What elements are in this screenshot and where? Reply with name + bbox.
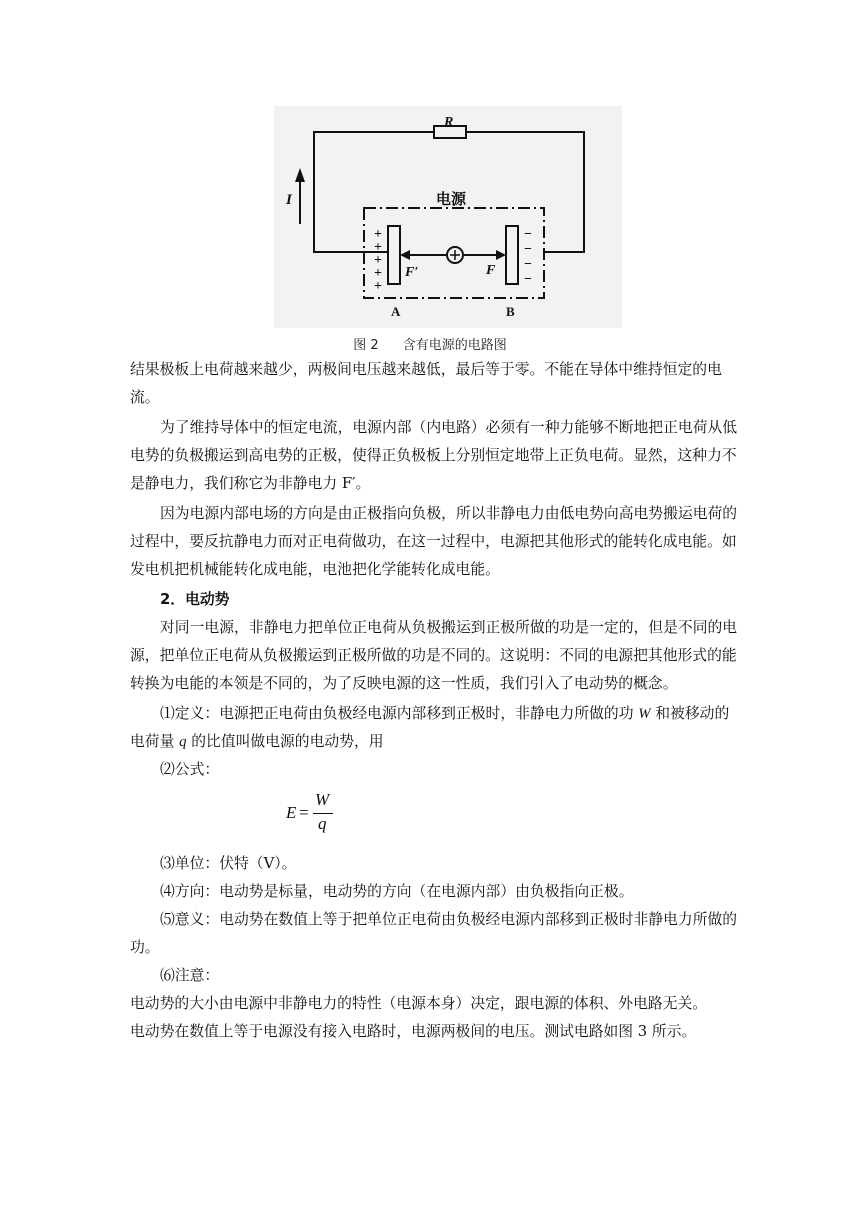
plate-a-label: A [391,304,401,319]
definition-text-c: 的比值叫做电源的电动势，用 [186,733,384,750]
formula-denominator: q [318,814,327,833]
paragraph-3: 因为电源内部电场的方向是由正极指向负极，所以非静电力由低电势向高电势搬运电荷的过程中，要反抗静电力而对正电荷做功，在这一过程中，电源把其他形式的能转化成电能。如发电机把机械能转化成电能，电池把化学能转化成电能。 [130,505,738,578]
definition-text-a: ⑴定义：电源把正电荷由负极经电源内部移到正极时，非静电力所做的功 [160,705,639,722]
section-heading: 2．电动势 [160,591,230,608]
figure-caption [0,334,860,353]
source-label: 电源 [436,190,467,208]
plus-sign: + [374,266,382,281]
paragraph-unit: ⑶单位：伏特（V）。 [160,855,297,872]
work-variable: W [638,706,651,722]
paragraph-note-label: ⑹注意： [160,967,220,984]
paragraph-1: 结果极板上电荷越来越少，两极间电压越来越低，最后等于零。不能在导体中维持恒定的电流。 [130,361,722,406]
current-label: I [286,192,292,208]
paragraph-formula-label: ⑵公式： [160,761,220,778]
plus-sign: + [374,227,382,242]
circuit-diagram [274,106,622,328]
plate-b [506,226,518,284]
force-left-label: F′ [405,265,419,280]
charge-variable: q [179,734,187,750]
paragraph-direction: ⑷方向：电动势是标量，电动势的方向（在电源内部）由负极指向正极。 [160,883,634,900]
caption-number: 图 2 [353,338,379,353]
plate-b-label: B [506,304,515,319]
caption-text: 含有电源的电路图 [402,338,507,353]
formula-numerator: W [315,790,330,809]
paragraph-4: 对同一电源，非静电力把单位正电荷从负极搬运到正极所做的功是一定的，但是不同的电源，把单位正电荷从负极搬运到正极所做的功是不同的。这说明：不同的电源把其他形式的能转换为电能的本领是不同的，为了反映电源的这一性质，我们引入了电动势的概念。 [130,619,738,692]
minus-sign: − [524,227,532,242]
paragraph-note-1: 电动势的大小由电源中非静电力的特性（电源本身）决定，跟电源的体积、外电路无关。 [130,995,708,1012]
definition-text-b: 和被移动的电荷量 [130,705,730,750]
circuit-figure [274,106,622,328]
plate-a [388,226,400,284]
minus-sign: − [524,242,532,257]
emf-formula [286,790,356,838]
resistor-label: R [444,115,454,130]
paragraph-meaning: ⑸意义：电动势在数值上等于把单位正电荷由负极经电源内部移到正极时非静电力所做的功。 [130,911,738,956]
formula-equals: = [299,803,309,822]
plus-sign: + [374,279,382,294]
paragraph-5 [130,700,740,756]
formula-lhs: E [286,803,297,822]
paragraph-note-2: 电动势在数值上等于电源没有接入电路时，电源两极间的电压。测试电路如图 3 所示。 [130,1023,697,1040]
plus-sign: + [374,253,382,268]
plus-sign: + [374,240,382,255]
force-right-label: F [486,263,496,278]
minus-sign: − [524,257,532,272]
minus-sign: − [524,272,532,287]
paragraph-2: 为了维持导体中的恒定电流，电源内部（内电路）必须有一种力能够不断地把正电荷从低电势的负极搬运到高电势的正极，使得正负极板上分别恒定地带上正负电荷。显然，这种力不是静电力，我们称它为非静电力 F′。 [130,419,738,492]
